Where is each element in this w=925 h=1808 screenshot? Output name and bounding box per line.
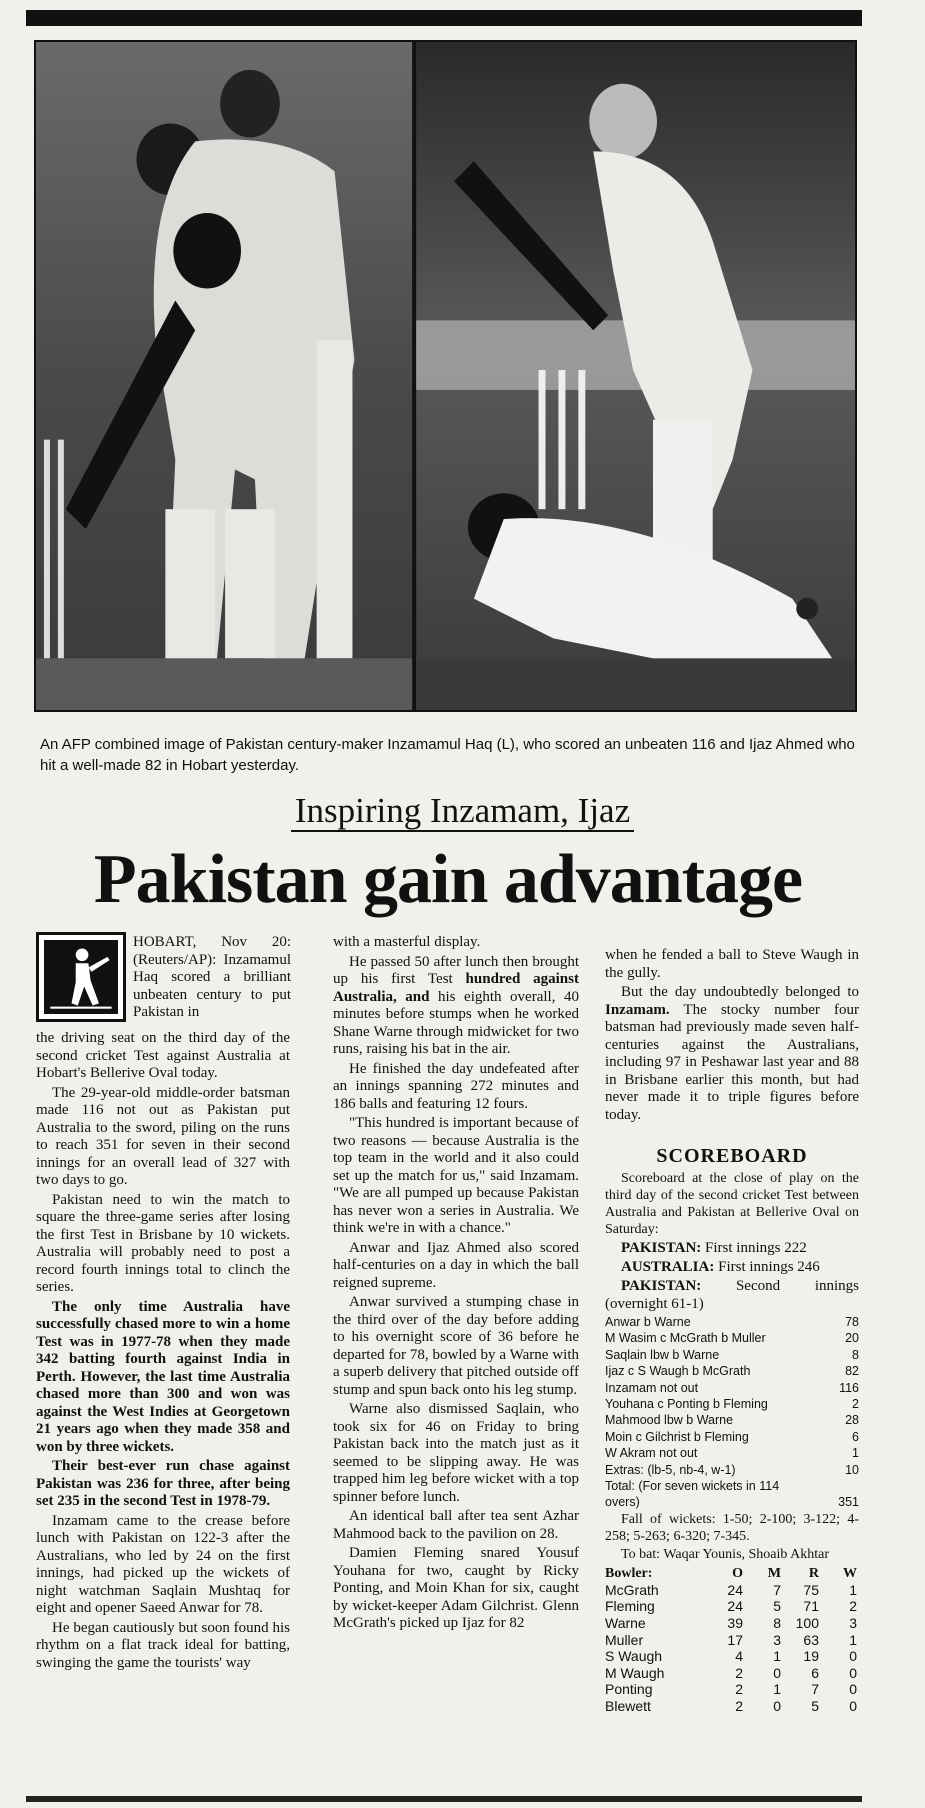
bowling-row: S Waugh 4 1 19 0 [605, 1648, 857, 1665]
lead-paragraph: HOBART, Nov 20: (Reuters/AP): Inzamamul Haq scored a brilliant unbeaten century to put Pakistan in [133, 934, 291, 1020]
bowling-card [605, 1565, 859, 1715]
fall-of-wickets: Fall of wickets: 1-50; 2-100; 3-122; 4-258; 5-263; 6-320; 7-345. [605, 1511, 859, 1544]
batting-row: Inzamam not out 116 [605, 1380, 859, 1395]
bowling-row: McGrath 24 7 75 1 [605, 1581, 857, 1598]
article-column-1-top [133, 934, 291, 1024]
batting-card [605, 1314, 859, 1511]
article-paragraph: He began cautiously but soon found his rhythm on a flat track ideal for batting, swinging the game the tourists' way [36, 1619, 290, 1671]
bowling-row: Muller 17 3 63 1 [605, 1631, 857, 1648]
batting-row: W Akram not out 1 [605, 1446, 859, 1461]
article-paragraph: Damien Fleming snared Yousuf Youhana for two, caught by Ricky Ponting, and Moin Khan for six, caught by wicket-keeper Adam Gilchrist. Glenn McGrath's picked up Ijaz for 82 [333, 1545, 579, 1631]
article-paragraph-bold: The only time Australia have successfully chased more to win a home Test was in 1977-78 when they made 342 batting fourth against India in Perth. However, the last time Australia chased more than 300 and won was against the West Indies at Georgetown 21 years ago when they made 358 and won by three wickets. [36, 1298, 290, 1455]
article-paragraph: But the day undoubtedly belonged to Inzamam. The stocky number four batsman had previously made seven half-centuries against the Australians, including 97 in Peshawar last year and 88 in Brisbane earlier this month, but had never made it to triple figures before today. [605, 984, 859, 1123]
article-paragraph: Anwar and Ijaz Ahmed also scored half-centuries on a day in which the ball reigned supreme. [333, 1239, 579, 1291]
article-paragraph: Warne also dismissed Saqlain, who took six for 46 on Friday to bring Pakistan back into the match just as it seemed to be slipping away. He was trapped him leg before wicket with a top spinner before lunch. [333, 1401, 579, 1505]
article-column-1 [36, 1030, 290, 1674]
article-paragraph: with a masterful display. [333, 934, 481, 950]
article-paragraph: when he fended a ball to Steve Waugh in the gully. [605, 947, 859, 981]
batsman-silhouette-icon [44, 940, 118, 1014]
article-column-2 [333, 934, 579, 1635]
bowling-row: Fleming 24 5 71 2 [605, 1598, 857, 1615]
kicker-text: Inspiring Inzamam, Ijaz [291, 791, 634, 832]
batting-total: Total: (For seven wickets in 114 overs) 351 [605, 1479, 859, 1510]
main-headline: Pakistan gain advantage [93, 841, 803, 918]
scoreboard [605, 1170, 859, 1715]
bowling-row: Ponting 2 1 7 0 [605, 1681, 857, 1698]
to-bat: To bat: Waqar Younis, Shoaib Akhtar [621, 1546, 830, 1562]
kicker-headline [0, 790, 925, 832]
australia-first-innings: AUSTRALIA: First innings 246 [621, 1259, 820, 1275]
bowling-row: Warne 39 8 100 3 [605, 1615, 857, 1632]
batting-row: Moin c Gilchrist b Fleming 6 [605, 1429, 859, 1444]
pakistan-second-innings: PAKISTAN: Second innings (overnight 61-1) [605, 1278, 859, 1312]
bottom-rule [26, 1796, 862, 1802]
article-paragraph: He passed 50 after lunch then brought up his first Test hundred against Australia, and his eighth overall, 40 minutes before stumps when he worked Shane Warne through midwicket for two runs, raising his bat in the air. [333, 953, 579, 1057]
batting-row: Youhana c Ponting b Fleming 2 [605, 1397, 859, 1412]
batting-row: Ijaz c S Waugh b McGrath 82 [605, 1364, 859, 1379]
lead-paragraph-continued: the driving seat on the third day of the second cricket Test against Australia at Hobart's Bellerive Oval today. [36, 1030, 290, 1081]
article-paragraph-bold: Their best-ever run chase against Pakistan was 236 for three, after being set 235 in the second Test in 1978-79. [36, 1458, 290, 1509]
article-paragraph: He finished the day undefeated after an innings spanning 272 minutes and 186 balls and featuring 12 fours. [333, 1060, 579, 1112]
article-paragraph: Pakistan need to win the match to square the three-game series after losing the first Test in Brisbane by 10 wickets. Australia will probably need to post a record fourth innings total to clinch the series. [36, 1191, 290, 1295]
cricket-logo-icon [36, 932, 126, 1022]
bowling-row: Blewett 2 0 5 0 [605, 1698, 857, 1715]
cricket-photo-image [36, 42, 855, 710]
scoreboard-intro: Scoreboard at the close of play on the third day of the second cricket Test between Australia and Pakistan at Bellerive Oval on Saturday: [605, 1171, 859, 1237]
news-photo [34, 40, 857, 712]
article-paragraph: Inzamam came to the crease before lunch with Pakistan on 122-3 after the Australians, who led by 24 on the first innings, had picked up the wickets of night watchman Saqlain Mushtaq for eight and opener Saeed Anwar for 78. [36, 1512, 290, 1616]
bowling-row: M Waugh 2 0 6 0 [605, 1664, 857, 1681]
bowling-header: Bowler: O M R W [605, 1565, 857, 1581]
batting-row: Extras: (lb-5, nb-4, w-1) 10 [605, 1462, 859, 1477]
batting-row: Mahmood lbw b Warne 28 [605, 1413, 859, 1428]
adjacent-column-fragment [0, 40, 18, 1440]
scoreboard-title: SCOREBOARD [656, 1145, 808, 1167]
photo-caption: An AFP combined image of Pakistan century-maker Inzamamul Haq (L), who scored an unbeaten 116 and Ijaz Ahmed who hit a well-made 82 in Hobart yesterday. [40, 736, 855, 774]
article-paragraph: "This hundred is important because of two reasons — because Australia is the top team in the world and it also could set up the match for us," said Inzamam. "We are all pumped up because Pakistan has never won a series in Australia. We think we're in with a chance." [333, 1115, 579, 1236]
article-paragraph: Anwar survived a stumping chase in the third over of the day before adding to his overnight score of 36 before he departed for 78, bowled by a Warne with a superb delivery that pitched outside off stump and spun back onto his leg stump. [333, 1294, 579, 1398]
pakistan-first-innings: PAKISTAN: First innings 222 [621, 1240, 807, 1256]
article-column-3 [605, 947, 859, 1126]
batting-row: M Wasim c McGrath b Muller 20 [605, 1331, 859, 1346]
batting-row: Anwar b Warne 78 [605, 1315, 859, 1329]
top-rule [26, 10, 862, 26]
batting-row: Saqlain lbw b Warne 8 [605, 1347, 859, 1362]
article-paragraph: An identical ball after tea sent Azhar Mahmood back to the pavilion on 28. [333, 1508, 579, 1542]
article-paragraph: The 29-year-old middle-order batsman made 116 not out as Pakistan put Australia to the sword, piling on the runs to reach 351 for seven in their second innings for an overall lead of 327 with two days to go. [36, 1084, 290, 1188]
